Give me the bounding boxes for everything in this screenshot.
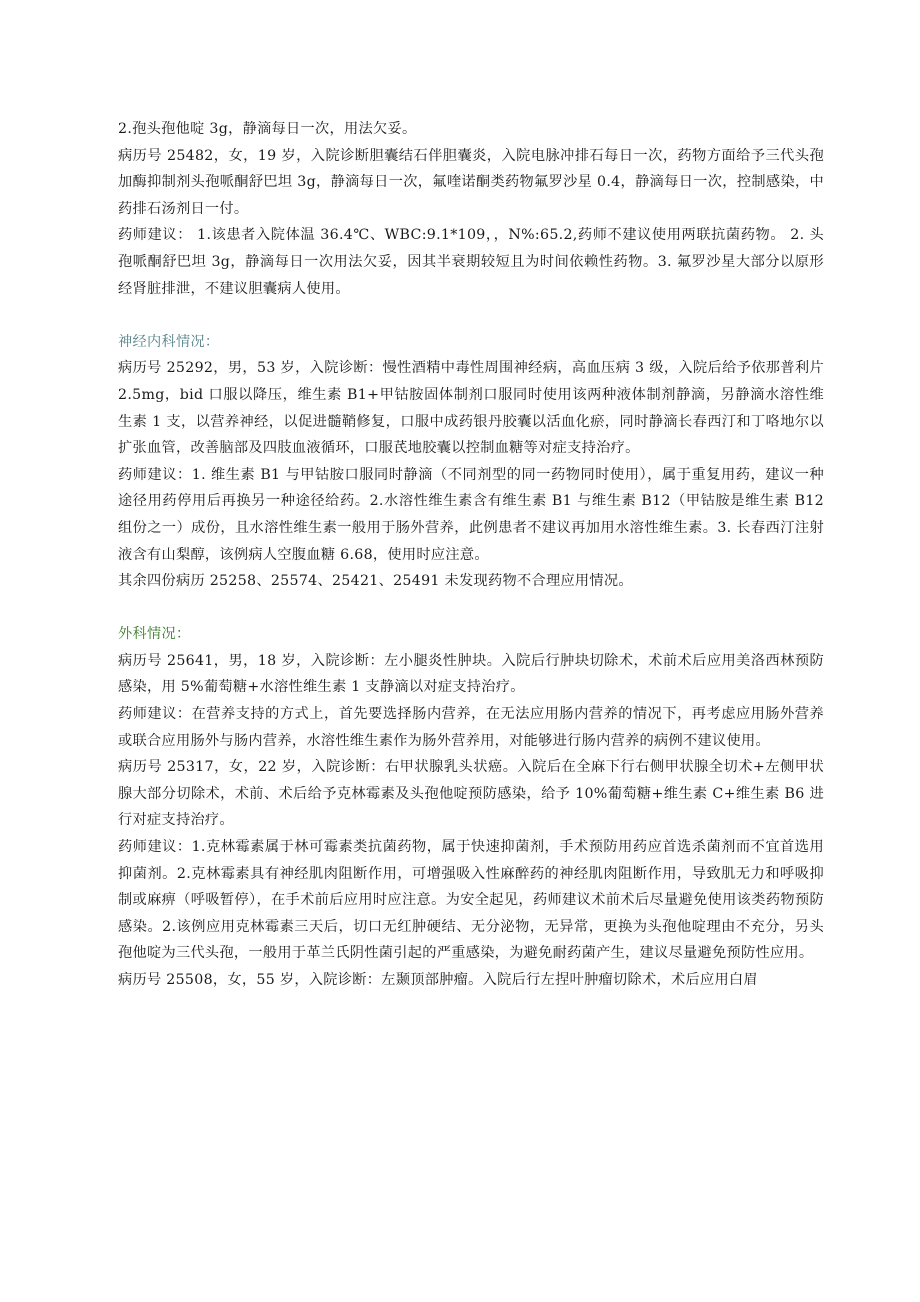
paragraph-ceftazidime-note: 2.孢头孢他啶 3g，静滴每日一次，用法欠妥。 xyxy=(118,121,417,137)
section-spacer xyxy=(118,595,824,622)
paragraph-advice-25317: 药师建议：1.克林霉素属于林可霉素类抗菌药物，属于快速抑菌剂，手术预防用药应首选杀菌剂而不宜首选用抑菌剂。2.克林霉素具有神经肌肉阻断作用，可增强吸入性麻醉药的神经肌肉阻断作用，导致肌无力和呼吸抑制或麻痹（呼吸暂停），在手术前后应用时应注意。为安全起见，药师建议术前术后尽量避免使用该类药物预防感染。2.该例应用克林霉素三天后，切口无红肿硬结、无分泌物，无异常，更换为头孢他啶理由不充分，另头孢他啶为三代头孢，一般用于革兰氏阴性菌引起的严重感染，为避免耐药菌产生，建议尽量避免预防性应用。 xyxy=(118,839,824,962)
paragraph-other-cases: 其余四份病历 25258、25574、25421、25491 未发现药物不合理应用情况。 xyxy=(118,573,633,590)
document-page xyxy=(118,116,824,994)
paragraph-case-25508: 病历号 25508，女，55 岁，入院诊断：左颞顶部肿瘤。入院后行左捏叶肿瘤切除术，术后应用白眉 xyxy=(118,972,758,988)
paragraph-case-25292: 病历号 25292，男，53 岁，入院诊断：慢性酒精中毒性周围神经病，高血压病 3 级，入院后给予依那普利片 2.5mg，bid 口服以降压，维生素 B1+甲钴胺固体制剂口服同时使用该两种液体制剂静滴，另静滴水溶性维生素 1 支，以营养神经，以促进髓鞘修复，口服中成药银丹胶囊以活血化瘀，同时静滴长春西汀和丁咯地尔以扩张血管，改善脑部及四肢血液循环，口服芪地胶囊以控制血糖等对症支持治疗。 xyxy=(118,360,824,457)
heading-neurology: 神经内科情况： xyxy=(118,333,220,350)
paragraph-advice-25482: 药师建议： 1.该患者入院体温 36.4℃、WBC:9.1*109，，N%:65.2,药师不建议使用两联抗菌药物。 2. 头孢哌酮舒巴坦 3g，静滴每日一次用法欠妥，因其半衰期较短且为时间依赖性药物。3. 氟罗沙星大部分以原形经肾脏排泄，不建议胆囊病人使用。 xyxy=(118,227,824,297)
paragraph-advice-25641: 药师建议：在营养支持的方式上，首先要选择肠内营养，在无法应用肠内营养的情况下，再考虑应用肠外营养或联合应用肠外与肠内营养，水溶性维生素作为肠外营养用，对能够进行肠内营养的病例不建议使用。 xyxy=(118,706,824,749)
section-spacer xyxy=(118,302,824,329)
paragraph-case-25641: 病历号 25641，男，18 岁，入院诊断：左小腿炎性肿块。入院后行肿块切除术，术前术后应用美洛西林预防感染，用 5%葡萄糖+水溶性维生素 1 支静滴以对症支持治疗。 xyxy=(118,652,824,696)
paragraph-case-25317: 病历号 25317，女，22 岁，入院诊断：右甲状腺乳头状癌。入院后在全麻下行右侧甲状腺全切术+左侧甲状腺大部分切除术，术前、术后给予克林霉素及头孢他啶预防感染，给予 10%葡萄糖+维生素 C+维生素 B6 进行对症支持治疗。 xyxy=(118,759,824,829)
paragraph-advice-25292: 药师建议：1. 维生素 B1 与甲钴胺口服同时静滴（不同剂型的同一药物同时使用），属于重复用药，建议一种途径用药停用后再换另一种途径给药。2.水溶性维生素含有维生素 B1 与维生素 B12（甲钴胺是维生素 B12 组份之一）成份，且水溶性维生素一般用于肠外营养，此例患者不建议再加用水溶性维生素。3. 长春西汀注射液含有山梨醇，该例病人空腹血糖 6.68，使用时应注意。 xyxy=(118,466,824,563)
heading-surgery: 外科情况： xyxy=(118,626,191,643)
paragraph-case-25482: 病历号 25482，女，19 岁，入院诊断胆囊结石伴胆囊炎，入院电脉冲排石每日一次，药物方面给予三代头孢加酶抑制剂头孢哌酮舒巴坦 3g，静滴每日一次，氟喹诺酮类药物氟罗沙星 0.4，静滴每日一次，控制感染，中药排石汤剂日一付。 xyxy=(118,147,824,217)
